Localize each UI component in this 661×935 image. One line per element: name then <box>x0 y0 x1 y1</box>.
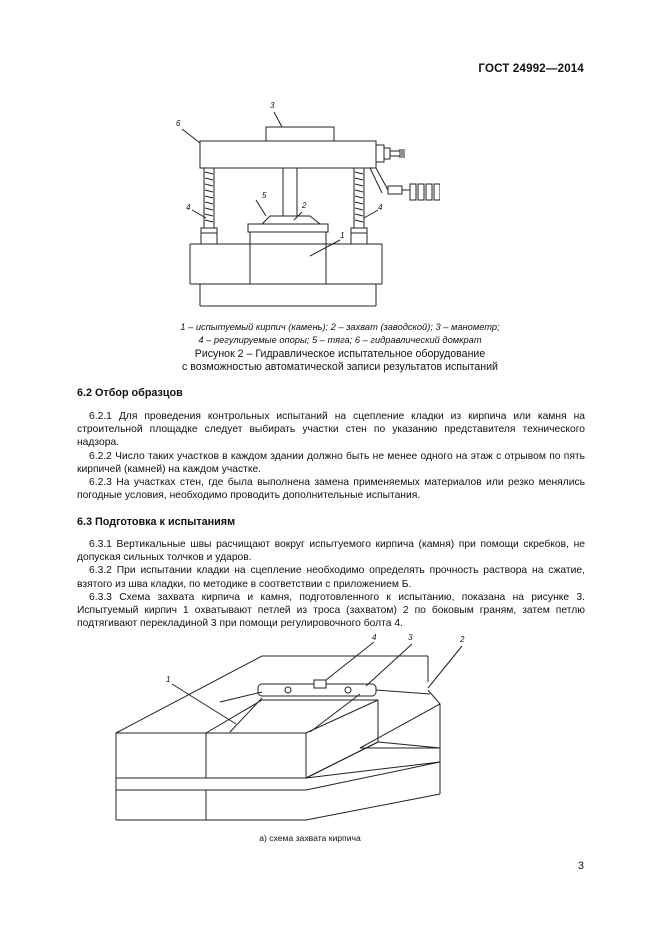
fig2-label-3: 3 <box>270 101 275 110</box>
figure2-title-line-2: с возможностью автоматической записи результатов испытаний <box>182 361 498 373</box>
fig3-label-4: 4 <box>372 633 377 642</box>
fig2-label-2: 2 <box>302 201 307 210</box>
section-6-3-body <box>77 538 585 630</box>
fig2-label-4-left: 4 <box>186 203 191 212</box>
para-6-2-1: 6.2.1 Для проведения контрольных испытаний на сцепление кладки из кирпича или камня на строительной площадке следует выбирать участки стен по указанию представителя технического надзора. <box>77 411 585 449</box>
fig2-label-5: 5 <box>262 191 267 200</box>
section-6-2-body <box>77 410 585 502</box>
para-6-2-3: 6.2.3 На участках стен, где была выполнена замена применяемых материалов или резко менялись погодные условия, необходимо проводить дополнительные испытания. <box>77 477 585 502</box>
figure2-title <box>80 348 600 374</box>
para-6-3-1: 6.3.1 Вертикальные швы расчищают вокруг испытуемого кирпича (камня) при помощи скребков, не допуская сильных толчков и ударов. <box>77 539 585 564</box>
para-6-3-2: 6.3.2 При испытании кладки на сцепление необходимо определять прочность раствора на сжатие, взятого из шва кладки, по методике в соответствии с приложением Б. <box>77 565 585 590</box>
fig3-label-1: 1 <box>166 675 171 684</box>
fig3-label-2: 2 <box>460 635 465 644</box>
legend-line-2: 4 – регулируемые опоры; 5 – тяга; 6 – гидравлический домкрат <box>198 334 482 345</box>
figure3-subcaption: а) схема захвата кирпича <box>259 833 361 843</box>
figure-brick-grip-scheme <box>110 630 540 828</box>
fig2-label-4-right: 4 <box>378 203 383 212</box>
fig3-label-3: 3 <box>408 633 413 642</box>
page-number: 3 <box>577 860 584 872</box>
fig2-label-1: 1 <box>340 231 345 240</box>
legend-line-1: 1 – испытуемый кирпич (камень); 2 – захват (заводской); 3 – манометр; <box>180 322 500 332</box>
figure2-legend <box>80 321 600 346</box>
figure-hydraulic-equipment <box>170 96 440 318</box>
fig2-label-6: 6 <box>176 119 181 128</box>
figure2-title-line-1: Рисунок 2 – Гидравлическое испытательное оборудование <box>194 348 486 360</box>
section-6-3-title: 6.3 Подготовка к испытаниям <box>77 516 236 528</box>
section-6-2-title: 6.2 Отбор образцов <box>77 387 183 399</box>
para-6-3-3: 6.3.3 Схема захвата кирпича и камня, подготовленного к испытанию, показана на рисунке 3. Испытуемый кирпич 1 охватывают петлей из троса (захватом) 2 по боковым граням, затем петлю подтягивают перекладиной 3 при помощи регулировочного болта 4. <box>77 591 585 630</box>
standard-code: ГОСТ 24992—2014 <box>478 63 584 75</box>
para-6-2-2: 6.2.2 Число таких участков в каждом здании должно быть не менее одного на этаж с отрывом по пять кирпичей (камней) на каждом участке. <box>77 450 585 475</box>
